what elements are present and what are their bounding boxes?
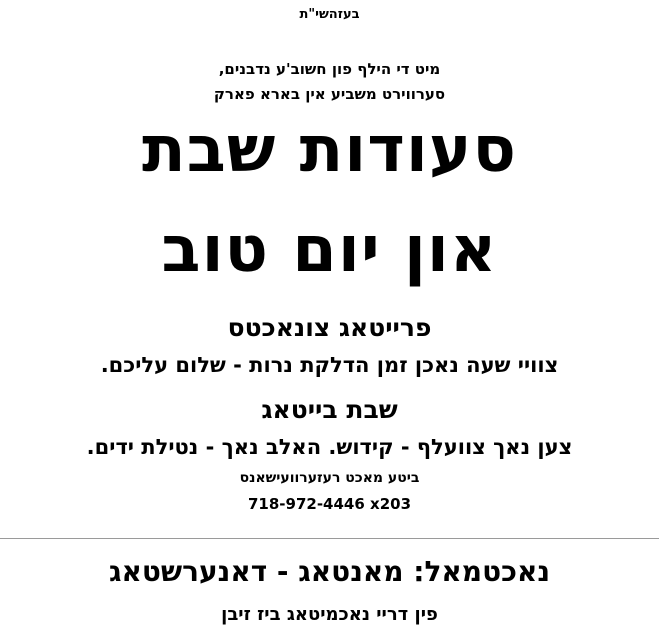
sponsor-line-1: מיט די הילף פון חשוב'ע נדבנים, (218, 60, 441, 78)
friday-heading: פרייטאג צונאכטס (227, 313, 432, 342)
shabbos-heading: שבת בייטאג (261, 395, 398, 424)
header-blessing: בעזהשי"ת (299, 7, 360, 22)
friday-detail: צוויי שעה נאכן זמן הדלקת נרות - שלום עליכם. (100, 353, 559, 377)
weekday-detail: פין דריי נאכמיטאג ביז זיבן (221, 604, 438, 625)
page-title-line-2: און יום טוב (161, 213, 498, 287)
section-divider (0, 538, 659, 539)
page-title-line-1: סעודות שבת (142, 113, 517, 187)
sponsor-line-2: סערווירט משביע אין בארא פארק (213, 85, 446, 103)
weekday-heading: נאכטמאל: מאנטאג - דאנערשטאג (108, 555, 551, 588)
phone-number: 718-972-4446 x203 (247, 495, 412, 513)
shabbos-detail: צען נאך צוועלף - קידוש. האלב נאך - נטילת ידים. (86, 435, 573, 459)
reservation-note: ביטע מאכט רעזערוועישאנס (239, 470, 420, 486)
